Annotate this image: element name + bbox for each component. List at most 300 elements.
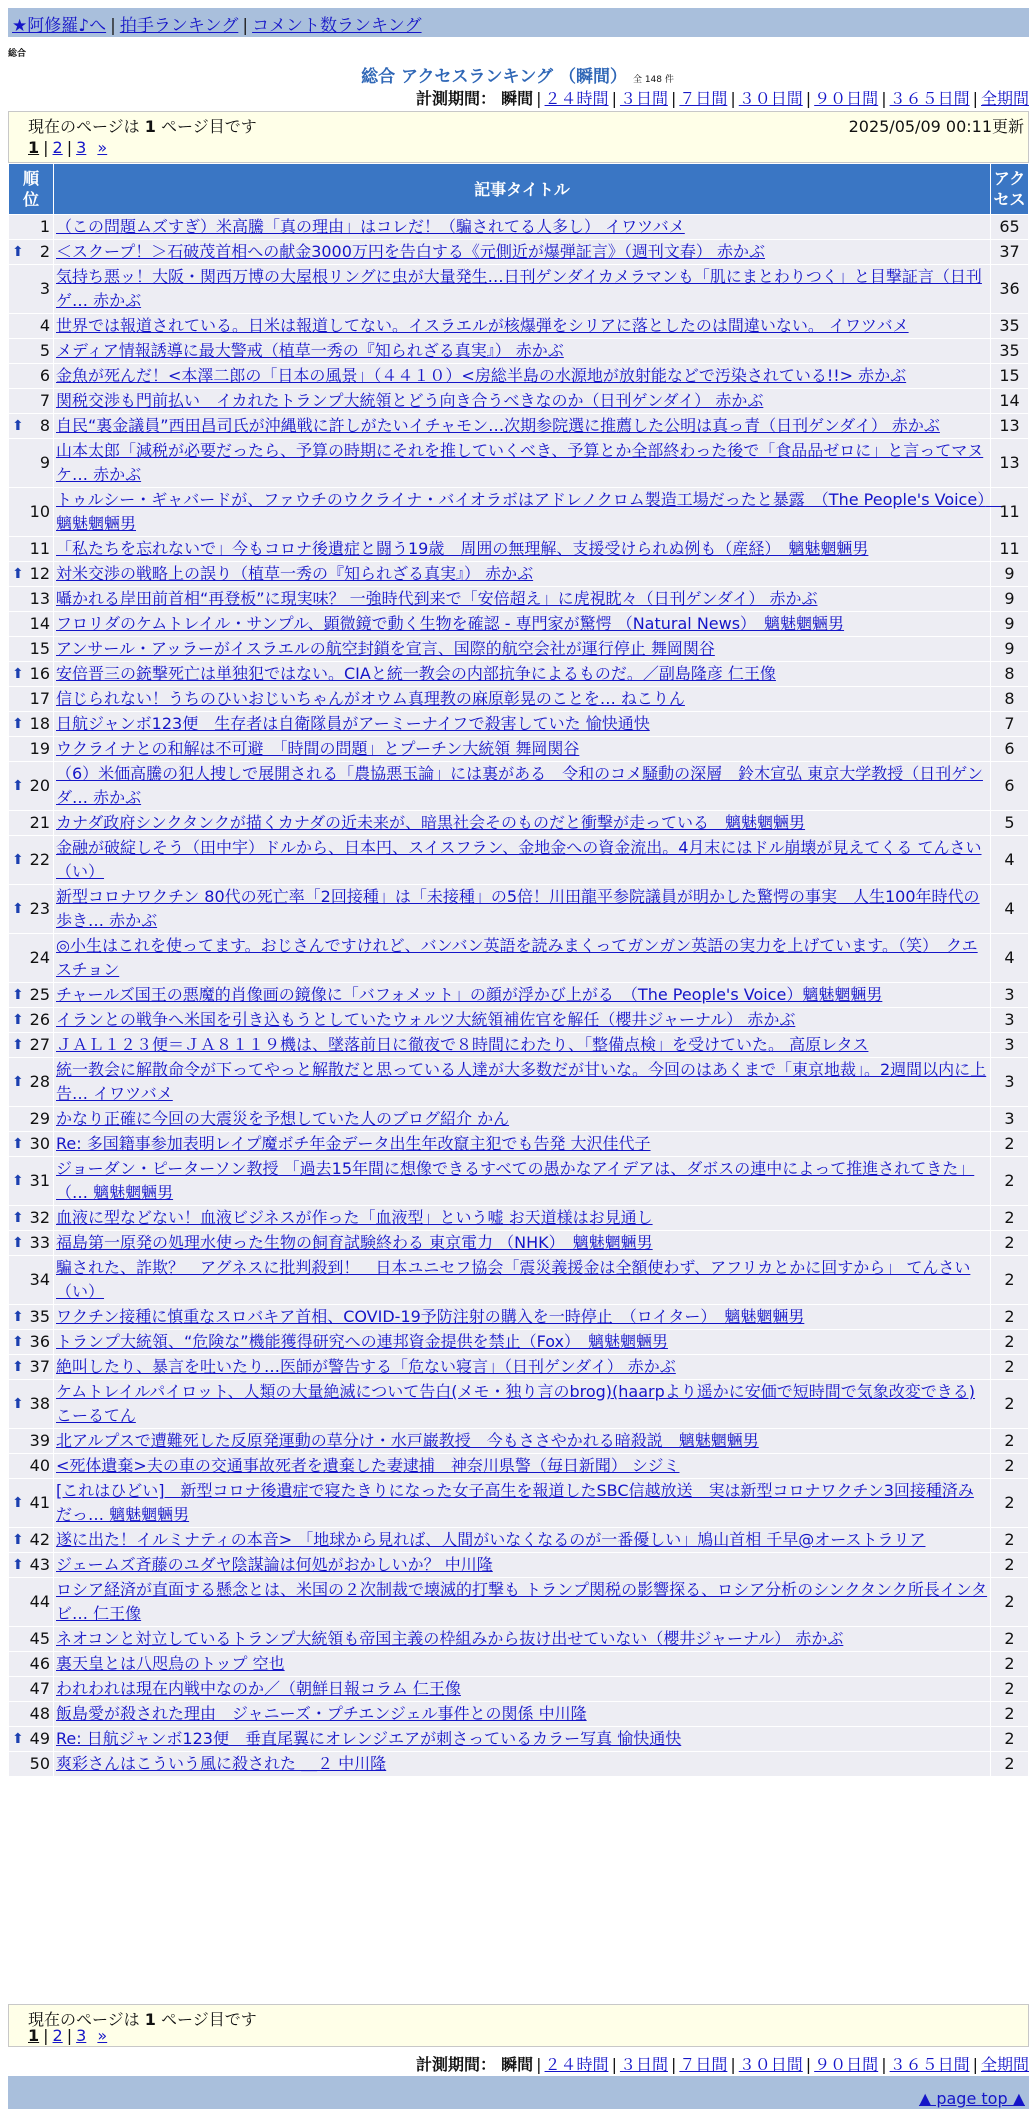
rank-number: 26 — [29, 1010, 50, 1029]
rank-cell — [9, 240, 54, 265]
rank-up-arrow-icon: ⬆ — [12, 901, 24, 917]
access-count: 2 — [991, 1206, 1029, 1231]
table-row — [9, 1702, 1029, 1727]
article-link[interactable]: 騙された、詐欺？ アグネスに批判殺到！ 日本ユニセフ協会「震災義援金は全額使わず、アフリカとかに回すから」 てんさい（い） — [56, 1258, 971, 1301]
page-info-box-top — [8, 111, 1029, 163]
table-row — [9, 1528, 1029, 1553]
access-count: 2 — [991, 1454, 1029, 1479]
footer-bar — [8, 2076, 1029, 2109]
article-link[interactable]: 福島第一原発の処理水使った生物の飼育試験終わる 東京電力 （NHK） 魑魅魍魎男 — [56, 1233, 653, 1252]
article-link[interactable]: イランとの戦争へ米国を引き込もうとしていたウォルツ大統領補佐官を解任（櫻井ジャーナル） 赤かぶ — [56, 1010, 796, 1029]
table-row — [9, 240, 1029, 265]
pager-top: 1 | 2 | 3 » — [28, 138, 108, 157]
rank-cell — [9, 1206, 54, 1231]
title-cell — [54, 836, 991, 885]
period-selector-bottom: 計測期間： 瞬間 | ２４時間 | ３日間 | ７日間 | ３０日間 | ９０日間 | ３６５日間 | 全期間 — [416, 2055, 1029, 2074]
article-link[interactable]: ◎小生はこれを使ってます。おじさんですけれど、バンバン英語を読みまくってガンガン英語の実力を上げています。（笑） クエスチョン — [56, 936, 978, 979]
title-cell — [54, 439, 991, 488]
rank-number: 28 — [29, 1072, 50, 1091]
article-link[interactable]: 絶叫したり、暴言を吐いたり…医師が警告する「危ない寝言」（日刊ゲンダイ） 赤かぶ — [56, 1357, 676, 1376]
title-cell — [54, 389, 991, 414]
pager-link-3[interactable]: 3 — [76, 138, 87, 157]
period-current: 瞬間 — [501, 2055, 534, 2074]
period-link-24h[interactable]: ２４時間 — [544, 2055, 609, 2074]
article-link[interactable]: 裏天皇とは八咫烏のトップ 空也 — [56, 1654, 285, 1673]
rank-cell — [9, 1330, 54, 1355]
title-cell — [54, 1752, 991, 1777]
rank-cell — [9, 1256, 54, 1305]
article-link[interactable]: （6）米価高騰の犯人捜しで展開される「農協悪玉論」には裏がある 令和のコメ騒動の深層 鈴木宣弘 東京大学教授（日刊ゲンダ… 赤かぶ — [56, 764, 983, 807]
title-cell — [54, 1652, 991, 1677]
access-count: 6 — [991, 762, 1029, 811]
title-cell — [54, 687, 991, 712]
rank-up-arrow-icon: ⬆ — [12, 1359, 24, 1375]
table-row — [9, 1429, 1029, 1454]
rank-number: 21 — [29, 813, 50, 832]
access-count: 2 — [991, 1553, 1029, 1578]
period-link-365d[interactable]: ３６５日間 — [889, 2055, 970, 2074]
rank-number: 47 — [29, 1679, 50, 1698]
period-link-7d[interactable]: ７日間 — [679, 89, 728, 108]
title-cell — [54, 414, 991, 439]
article-link[interactable]: 爽彩さんはこういう風に殺された ＿２ 中川隆 — [56, 1754, 387, 1773]
article-link[interactable]: 安倍晋三の銃撃死亡は単独犯ではない。CIAと統一教会の内部抗争によるものだ。／副島隆彦 仁王像 — [56, 664, 776, 683]
rank-number: 44 — [29, 1592, 50, 1611]
rank-cell — [9, 488, 54, 537]
period-selector-top: 計測期間： 瞬間 | ２４時間 | ３日間 | ７日間 | ３０日間 | ９０日間 | ３６５日間 | 全期間 — [416, 89, 1029, 108]
table-row — [9, 1578, 1029, 1627]
pager-link-2[interactable]: 2 — [52, 138, 63, 157]
rank-number: 31 — [29, 1171, 50, 1190]
rank-cell — [9, 687, 54, 712]
access-count: 35 — [991, 339, 1029, 364]
rank-cell — [9, 562, 54, 587]
title-cell — [54, 339, 991, 364]
rank-cell — [9, 1652, 54, 1677]
access-count: 2 — [991, 1429, 1029, 1454]
access-count: 11 — [991, 488, 1029, 537]
rank-number: 17 — [29, 689, 50, 708]
rank-up-arrow-icon: ⬆ — [12, 716, 24, 732]
rank-number: 3 — [39, 279, 50, 298]
period-link-24h[interactable]: ２４時間 — [544, 89, 609, 108]
table-row — [9, 1727, 1029, 1752]
rank-up-arrow-icon: ⬆ — [12, 852, 24, 868]
title-cell — [54, 1702, 991, 1727]
rank-cell — [9, 314, 54, 339]
article-link[interactable]: ジェームズ斉藤のユダヤ陰謀論は何処がおかしいか？ 中川隆 — [56, 1555, 493, 1574]
access-count: 65 — [991, 215, 1029, 240]
rank-number: 20 — [29, 776, 50, 795]
access-count: 2 — [991, 1652, 1029, 1677]
title-cell — [54, 240, 991, 265]
table-row — [9, 1627, 1029, 1652]
rank-number: 29 — [29, 1109, 50, 1128]
rank-number: 24 — [29, 948, 50, 967]
article-link[interactable]: 対米交渉の戦略上の誤り（植草一秀の『知られざる真実』） 赤かぶ — [56, 564, 534, 583]
rank-number: 13 — [29, 589, 50, 608]
col-header-rank: 順 位 — [9, 164, 54, 215]
table-row — [9, 712, 1029, 737]
rank-cell — [9, 1727, 54, 1752]
article-link[interactable]: トゥルシー・ギャバードが、ファウチのウクライナ・バイオラボはアドレノクロム製造工場だったと暴露 （The People's Voice） 魑魅魍魎男 — [56, 490, 1002, 533]
rank-up-arrow-icon: ⬆ — [12, 1012, 24, 1028]
rank-up-arrow-icon: ⬆ — [12, 1074, 24, 1090]
access-count: 37 — [991, 240, 1029, 265]
rank-cell — [9, 811, 54, 836]
title-cell — [54, 1578, 991, 1627]
table-row — [9, 215, 1029, 240]
table-row — [9, 562, 1029, 587]
pager-link-3[interactable]: 3 — [76, 2026, 87, 2045]
article-link[interactable]: フロリダのケムトレイル・サンプル、顕微鏡で動く生物を確認 - 専門家が驚愕 （Natural News） 魑魅魍魎男 — [56, 614, 845, 633]
access-count: 36 — [991, 265, 1029, 314]
table-row — [9, 1206, 1029, 1231]
table-row — [9, 1256, 1029, 1305]
article-link[interactable]: （この問題ムズすぎ）米高騰「真の理由」はコレだ！（騙されてる人多し） イワツバメ — [56, 217, 685, 236]
rank-number: 15 — [29, 639, 50, 658]
table-row — [9, 414, 1029, 439]
period-link-30d[interactable]: ３０日間 — [738, 2055, 803, 2074]
title-cell — [54, 587, 991, 612]
title-cell — [54, 562, 991, 587]
rank-cell — [9, 587, 54, 612]
rank-number: 9 — [39, 453, 50, 472]
title-cell — [54, 314, 991, 339]
rank-cell — [9, 983, 54, 1008]
access-count: 8 — [991, 662, 1029, 687]
access-count: 7 — [991, 712, 1029, 737]
access-count: 35 — [991, 314, 1029, 339]
article-link[interactable]: アンサール・アッラーがイスラエルの航空封鎖を宣言、国際的航空会社が運行停止 舞岡関谷 — [56, 639, 715, 658]
clap-ranking-link[interactable]: 拍手ランキング — [119, 16, 239, 36]
table-row — [9, 983, 1029, 1008]
table-row — [9, 1652, 1029, 1677]
title-cell — [54, 1107, 991, 1132]
article-link[interactable]: 金融が破綻しそう（田中宇）ドルから、日本円、スイスフラン、金地金への資金流出。4月末にはドル崩壊が見えてくる てんさい（い） — [56, 838, 982, 881]
access-count: 2 — [991, 1627, 1029, 1652]
article-link[interactable]: 新型コロナワクチン 80代の死亡率「2回接種」は「未接種」の5倍！川田龍平参院議員が明かした驚愕の事実 人生100年時代の歩き… 赤かぶ — [56, 887, 980, 930]
rank-number: 34 — [29, 1270, 50, 1289]
access-count: 14 — [991, 389, 1029, 414]
period-link-7d[interactable]: ７日間 — [679, 2055, 728, 2074]
rank-cell — [9, 637, 54, 662]
pager-bottom: 1 | 2 | 3 » — [28, 2026, 108, 2045]
rank-cell — [9, 364, 54, 389]
table-row — [9, 537, 1029, 562]
access-count: 2 — [991, 1752, 1029, 1777]
table-row — [9, 811, 1029, 836]
article-link[interactable]: 飯島愛が殺された理由 ジャニーズ・プチエンジェル事件との関係 中川隆 — [56, 1704, 587, 1723]
title-cell — [54, 637, 991, 662]
title-cell — [54, 662, 991, 687]
rank-up-arrow-icon: ⬆ — [12, 1210, 24, 1226]
article-link[interactable]: ワクチン接種に慎重なスロバキア首相、COVID-19予防注射の購入を一時停止 （ロイター） 魑魅魍魎男 — [56, 1307, 805, 1326]
article-link[interactable]: 信じられない！うちのひいおじいちゃんがオウム真理教の麻原彰晃のことを… ねこりん — [56, 689, 685, 708]
rank-number: 8 — [39, 416, 50, 435]
rank-up-arrow-icon: ⬆ — [12, 1235, 24, 1251]
page-info-text: 現在のページは 1 ページ目です — [28, 117, 257, 136]
article-link[interactable]: 関税交渉も門前払い イカれたトランプ大統領とどう向き合うべきなのか（日刊ゲンダイ） 赤かぶ — [56, 391, 764, 410]
rank-cell — [9, 389, 54, 414]
total-count: 全 148 件 — [632, 75, 674, 85]
title-cell — [54, 762, 991, 811]
article-link[interactable]: ロシア経済が直面する懸念とは、米国の２次制裁で壊滅的打撃も トランプ関税の影響探る、ロシア分析のシンクタンク所長インタビ… 仁王像 — [56, 1580, 988, 1623]
title-cell — [54, 1677, 991, 1702]
title-cell — [54, 1727, 991, 1752]
title-cell — [54, 1157, 991, 1206]
period-link-all[interactable]: 全期間 — [980, 2055, 1029, 2074]
table-row — [9, 612, 1029, 637]
rank-up-arrow-icon: ⬆ — [12, 1037, 24, 1053]
nav-separator: | — [110, 16, 116, 36]
access-count: 11 — [991, 537, 1029, 562]
table-row — [9, 439, 1029, 488]
category-label: 総合 — [8, 49, 27, 59]
home-link[interactable]: ★阿修羅♪へ — [12, 16, 107, 36]
rank-number: 49 — [29, 1729, 50, 1748]
rank-cell — [9, 1429, 54, 1454]
period-link-90d[interactable]: ９０日間 — [814, 2055, 879, 2074]
rank-cell — [9, 537, 54, 562]
access-count: 13 — [991, 439, 1029, 488]
rank-number: 18 — [29, 714, 50, 733]
title-cell — [54, 1479, 991, 1528]
table-row — [9, 662, 1029, 687]
period-current: 瞬間 — [501, 89, 534, 108]
period-link-90d[interactable]: ９０日間 — [814, 89, 879, 108]
title-cell — [54, 215, 991, 240]
rank-cell — [9, 339, 54, 364]
rank-number: 16 — [29, 664, 50, 683]
access-count: 2 — [991, 1702, 1029, 1727]
rank-number: 7 — [39, 391, 50, 410]
article-link[interactable]: ケムトレイルパイロット、人類の大量絶滅について告白(メモ・独り言のbrog)(haarpより遥かに安価で短時間で気象改変できる) こーるてん — [56, 1382, 975, 1425]
rank-up-arrow-icon: ⬆ — [12, 1173, 24, 1189]
table-row — [9, 389, 1029, 414]
article-link[interactable]: 気持ち悪ッ！大阪・関西万博の大屋根リングに虫が大量発生…日刊ゲンダイカメラマンも「肌にまとわりつく」と目撃証言（日刊ゲ… 赤かぶ — [56, 267, 982, 310]
table-row — [9, 934, 1029, 983]
table-row — [9, 687, 1029, 712]
rank-number: 40 — [29, 1456, 50, 1475]
table-row — [9, 836, 1029, 885]
access-count: 9 — [991, 612, 1029, 637]
rank-number: 42 — [29, 1530, 50, 1549]
article-link[interactable]: 自民“裏金議員”西田昌司氏が沖縄戦に許しがたいイチャモン…次期参院選に推薦した公明は真っ青（日刊ゲンダイ） 赤かぶ — [56, 416, 940, 435]
period-link-365d[interactable]: ３６５日間 — [889, 89, 970, 108]
period-link-3d[interactable]: ３日間 — [619, 89, 668, 108]
access-count: 8 — [991, 687, 1029, 712]
table-row — [9, 1454, 1029, 1479]
rank-number: 45 — [29, 1629, 50, 1648]
rank-up-arrow-icon: ⬆ — [12, 666, 24, 682]
rank-cell — [9, 1578, 54, 1627]
table-row — [9, 885, 1029, 934]
article-link[interactable]: 金魚が死んだ！<本澤二郎の「日本の風景」（４４１０）<房総半島の水源地が放射能などで汚染されている!!> 赤かぶ — [56, 366, 907, 385]
article-link[interactable]: かなり正確に今回の大震災を予想していた人のブログ紹介 かん — [56, 1109, 510, 1128]
table-row — [9, 1330, 1029, 1355]
article-link[interactable]: 日航ジャンボ123便 生存者は自衛隊員がアーミーナイフで殺害していた 愉快通快 — [56, 714, 650, 733]
access-count: 4 — [991, 934, 1029, 983]
article-link[interactable]: 遂に出た！イルミナティの本音> 「地球から見れば、人間がいなくなるのが一番優しい」鳩山首相 千早@オーストラリア — [56, 1530, 926, 1549]
access-count: 2 — [991, 1256, 1029, 1305]
rank-number: 32 — [29, 1208, 50, 1227]
title-cell — [54, 1033, 991, 1058]
access-count: 2 — [991, 1578, 1029, 1627]
article-link[interactable]: ウクライナとの和解は不可避 「時間の問題」とプーチン大統領 舞岡関谷 — [56, 739, 580, 758]
rank-cell — [9, 1380, 54, 1429]
title-cell — [54, 265, 991, 314]
article-link[interactable]: 囁かれる岸田前首相“再登板”に現実味？ 一強時代到来で「安倍超え」に虎視眈々（日刊ゲンダイ） 赤かぶ — [56, 589, 818, 608]
page-title: 総合 アクセスランキング （瞬間） — [361, 67, 627, 87]
period-link-3d[interactable]: ３日間 — [619, 2055, 668, 2074]
rank-up-arrow-icon: ⬆ — [12, 1532, 24, 1548]
access-count: 6 — [991, 737, 1029, 762]
access-count: 5 — [991, 811, 1029, 836]
article-link[interactable]: チャールズ国王の悪魔的肖像画の鏡像に「バフォメット」の顔が浮かび上がる （The People's Voice）魑魅魍魎男 — [56, 985, 883, 1004]
title-cell — [54, 1256, 991, 1305]
access-count: 2 — [991, 1380, 1029, 1429]
article-link[interactable]: 血液に型などない！血液ビジネスが作った「血液型」という嘘 お天道様はお見通し — [56, 1208, 653, 1227]
col-header-access: アク セス — [991, 164, 1029, 215]
access-count: 2 — [991, 1727, 1029, 1752]
access-count: 2 — [991, 1231, 1029, 1256]
article-link[interactable]: われわれは現在内戦中なのか／（朝鮮日報コラム 仁王像 — [56, 1679, 461, 1698]
rank-number: 12 — [29, 564, 50, 583]
rank-cell — [9, 1058, 54, 1107]
rank-cell — [9, 712, 54, 737]
rank-number: 27 — [29, 1035, 50, 1054]
rank-up-arrow-icon: ⬆ — [12, 1334, 24, 1350]
article-link[interactable]: ＜スクープ！＞石破茂首相への献金3000万円を告白する《元側近が爆弾証言》（週刊文春） 赤かぶ — [56, 242, 766, 261]
period-link-all[interactable]: 全期間 — [980, 89, 1029, 108]
page-top-link[interactable]: ▲ page top ▲ — [918, 2089, 1025, 2108]
rank-up-arrow-icon: ⬆ — [12, 566, 24, 582]
title-cell — [54, 737, 991, 762]
rank-cell — [9, 1305, 54, 1330]
article-link[interactable]: 世界では報道されている。日米は報道してない。イスラエルが核爆弾をシリアに落としたのは間違いない。 イワツバメ — [56, 316, 909, 335]
pager-next[interactable]: » — [97, 2026, 108, 2045]
rank-cell — [9, 737, 54, 762]
updated-timestamp: 2025/05/09 00:11更新 — [848, 117, 1024, 136]
access-count: 4 — [991, 836, 1029, 885]
page-info-text-bottom: 現在のページは 1 ページ目です — [28, 2010, 257, 2029]
rank-cell — [9, 1008, 54, 1033]
title-cell — [54, 983, 991, 1008]
article-link[interactable]: メディア情報誘導に最大警戒（植草一秀の『知られざる真実』） 赤かぶ — [56, 341, 564, 360]
article-link[interactable]: <死体遺棄>夫の車の交通事故死者を遺棄した妻逮捕 神奈川県警（毎日新聞） シジミ — [56, 1456, 680, 1475]
access-count: 4 — [991, 885, 1029, 934]
article-link[interactable]: Re: 日航ジャンボ123便 垂直尾翼にオレンジエアが刺さっているカラー写真 愉快通快 — [56, 1729, 682, 1748]
rank-up-arrow-icon: ⬆ — [12, 1136, 24, 1152]
table-row — [9, 1157, 1029, 1206]
article-link[interactable]: ジョーダン・ピーターソン教授 「過去15年間に想像できるすべての愚かなアイデアは、ダボスの連中によって推進されてきた」（… 魑魅魍魎男 — [56, 1159, 975, 1202]
access-count: 9 — [991, 562, 1029, 587]
table-row — [9, 737, 1029, 762]
access-count: 9 — [991, 587, 1029, 612]
rank-cell — [9, 885, 54, 934]
comment-ranking-link[interactable]: コメント数ランキング — [252, 16, 422, 36]
pager-current: 1 — [28, 138, 40, 157]
access-count: 3 — [991, 983, 1029, 1008]
article-link[interactable]: ＪＡＬ１２３便＝ＪＡ８１１９機は、墜落前日に徹夜で８時間にわたり、「整備点検」を受けていた。 高原レタス — [56, 1035, 869, 1054]
rank-up-arrow-icon: ⬆ — [12, 244, 24, 260]
title-cell — [54, 1132, 991, 1157]
nav-separator: | — [242, 16, 249, 36]
table-row — [9, 637, 1029, 662]
article-link[interactable]: 北アルプスで遭難死した反原発運動の草分け・水戸巌教授 今もささやかれる暗殺説 魑魅魍魎男 — [56, 1431, 759, 1450]
rank-cell — [9, 1033, 54, 1058]
table-row — [9, 587, 1029, 612]
article-link[interactable]: トランプ大統領、“危険な”機能獲得研究への連邦資金提供を禁止（Fox） 魑魅魍魎男 — [56, 1332, 668, 1351]
rank-up-arrow-icon: ⬆ — [12, 1495, 24, 1511]
ranking-table — [8, 163, 1029, 1777]
rank-cell — [9, 1752, 54, 1777]
rank-number: 1 — [39, 217, 50, 236]
table-row — [9, 1008, 1029, 1033]
title-cell — [54, 885, 991, 934]
ranking-title-line — [0, 62, 1035, 87]
title-cell — [54, 1454, 991, 1479]
period-link-30d[interactable]: ３０日間 — [738, 89, 803, 108]
rank-cell — [9, 265, 54, 314]
article-link[interactable]: Re: 多国籍事参加表明レイプ魔ボチ年金データ出生年改竄主犯でも告発 大沢佳代子 — [56, 1134, 651, 1153]
rank-number: 39 — [29, 1431, 50, 1450]
title-cell — [54, 488, 1002, 537]
rank-number: 4 — [39, 316, 50, 335]
title-cell — [54, 1553, 991, 1578]
rank-number: 43 — [29, 1555, 50, 1574]
rank-up-arrow-icon: ⬆ — [12, 987, 24, 1003]
article-link[interactable]: ネオコンと対立しているトランプ大統領も帝国主義の枠組みから抜け出せていない（櫻井ジャーナル） 赤かぶ — [56, 1629, 844, 1648]
title-cell — [54, 1528, 991, 1553]
rank-number: 48 — [29, 1704, 50, 1723]
rank-number: 30 — [29, 1134, 50, 1153]
rank-cell — [9, 762, 54, 811]
article-link[interactable]: 統一教会に解散命令が下ってやっと解散だと思っている人達が大多数だが甘いな。今回のはあくまで「東京地裁」。2週間以内に上告… イワツバメ — [56, 1060, 987, 1103]
rank-number: 5 — [39, 341, 50, 360]
article-link[interactable]: カナダ政府シンクタンクが描くカナダの近未来が、暗黒社会そのものだと衝撃が走っている 魑魅魍魎男 — [56, 813, 806, 832]
table-row — [9, 1107, 1029, 1132]
rank-cell — [9, 439, 54, 488]
table-row — [9, 364, 1029, 389]
rank-number: 22 — [29, 850, 50, 869]
rank-cell — [9, 836, 54, 885]
access-count: 2 — [991, 1677, 1029, 1702]
title-cell — [54, 537, 991, 562]
title-cell — [54, 1355, 991, 1380]
rank-cell — [9, 1107, 54, 1132]
rank-number: 25 — [29, 985, 50, 1004]
table-row — [9, 762, 1029, 811]
rank-number: 50 — [29, 1754, 50, 1773]
pager-link-2[interactable]: 2 — [52, 2026, 63, 2045]
article-link[interactable]: [これはひどい] 新型コロナ後遺症で寝たきりになった女子高生を報道したSBC信越放送 実は新型コロナワクチン3回接種済みだっ… 魑魅魍魎男 — [56, 1481, 974, 1524]
title-cell — [54, 1429, 991, 1454]
access-count: 2 — [991, 1305, 1029, 1330]
rank-number: 33 — [29, 1233, 50, 1252]
pager-next[interactable]: » — [97, 138, 108, 157]
table-row — [9, 314, 1029, 339]
access-count: 2 — [991, 1330, 1029, 1355]
col-header-title: 記事タイトル — [54, 164, 991, 215]
table-row — [9, 265, 1029, 314]
title-cell — [54, 1305, 991, 1330]
period-label: 計測期間： — [416, 2055, 497, 2074]
article-link[interactable]: 「私たちを忘れないで」今もコロナ後遺症と闘う19歳 周囲の無理解、支援受けられぬ例も（産経） 魑魅魍魎男 — [56, 539, 869, 558]
title-cell — [54, 1058, 991, 1107]
article-link[interactable]: 山本太郎「減税が必要だったら、予算の時期にそれを推していくべき、予算とか全部終わった後で「食品品ゼロに」と言ってマヌケ… 赤かぶ — [56, 441, 984, 484]
